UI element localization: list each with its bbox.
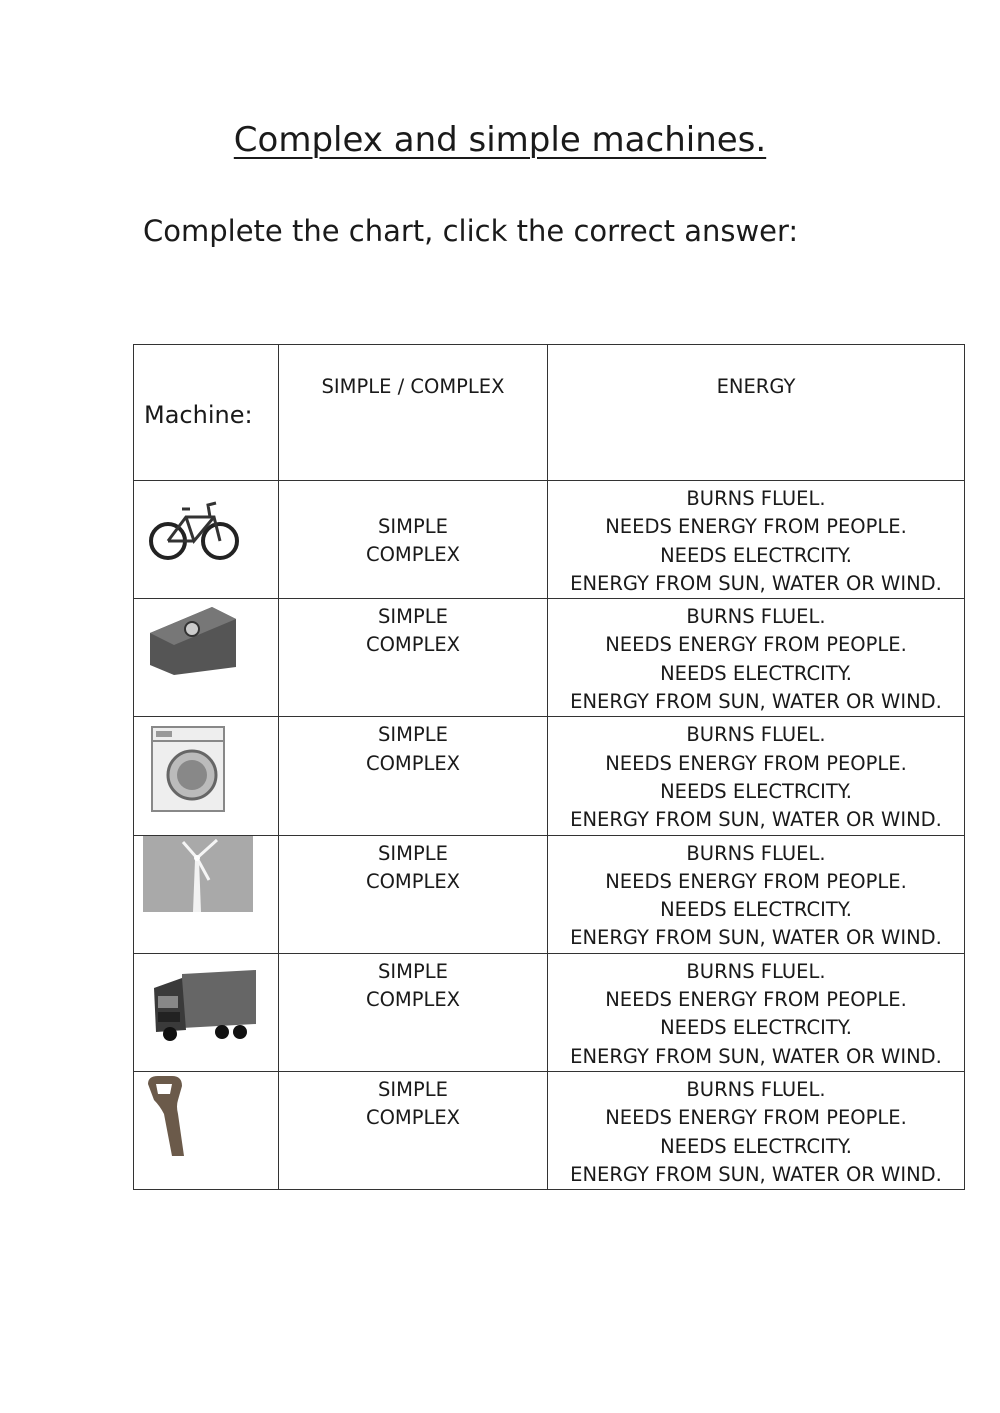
energy-cell xyxy=(548,481,965,599)
chart-header-row xyxy=(134,345,965,481)
energy-option-electricity[interactable]: NEEDS ELECTRCITY. xyxy=(660,543,852,567)
energy-option-renewable[interactable]: ENERGY FROM SUN, WATER OR WIND. xyxy=(570,926,942,950)
machine-cell xyxy=(134,481,279,599)
simple-complex-cell xyxy=(279,1071,548,1189)
table-row xyxy=(134,1071,965,1189)
machine-cell xyxy=(134,835,279,953)
energy-option-burns-fuel[interactable]: BURNS FLUEL. xyxy=(686,605,826,629)
header-simple-complex: SIMPLE / COMPLEX xyxy=(279,345,548,481)
energy-option-renewable[interactable]: ENERGY FROM SUN, WATER OR WIND. xyxy=(570,1044,942,1068)
simple-complex-cell xyxy=(279,953,548,1071)
header-machine: Machine: xyxy=(134,345,279,481)
header-energy: ENERGY xyxy=(548,345,965,481)
option-simple[interactable]: SIMPLE xyxy=(378,515,448,538)
energy-option-people[interactable]: NEEDS ENERGY FROM PEOPLE. xyxy=(605,988,907,1012)
energy-option-electricity[interactable]: NEEDS ELECTRCITY. xyxy=(660,1016,852,1040)
table-row xyxy=(134,599,965,717)
energy-option-electricity[interactable]: NEEDS ELECTRCITY. xyxy=(660,779,852,803)
machine-cell xyxy=(134,1071,279,1189)
energy-option-renewable[interactable]: ENERGY FROM SUN, WATER OR WIND. xyxy=(570,690,942,714)
energy-option-renewable[interactable]: ENERGY FROM SUN, WATER OR WIND. xyxy=(570,808,942,832)
energy-option-people[interactable]: NEEDS ENERGY FROM PEOPLE. xyxy=(605,751,907,775)
instruction-text: Complete the chart, click the correct answer: xyxy=(143,214,799,248)
option-simple[interactable]: SIMPLE xyxy=(378,1077,448,1101)
machine-cell xyxy=(134,599,279,717)
option-simple[interactable]: SIMPLE xyxy=(378,841,448,865)
bottle-opener-icon xyxy=(142,1074,192,1158)
energy-option-renewable[interactable]: ENERGY FROM SUN, WATER OR WIND. xyxy=(570,571,942,595)
option-simple[interactable]: SIMPLE xyxy=(378,723,448,747)
energy-cell xyxy=(548,953,965,1071)
table-row xyxy=(134,717,965,835)
energy-option-people[interactable]: NEEDS ENERGY FROM PEOPLE. xyxy=(605,515,907,539)
table-row xyxy=(134,481,965,599)
energy-cell xyxy=(548,1071,965,1189)
simple-complex-cell xyxy=(279,835,548,953)
energy-option-burns-fuel[interactable]: BURNS FLUEL. xyxy=(686,1077,826,1101)
simple-complex-cell xyxy=(279,481,548,599)
simple-complex-cell xyxy=(279,599,548,717)
table-row xyxy=(134,835,965,953)
energy-option-burns-fuel[interactable]: BURNS FLUEL. xyxy=(686,487,826,510)
energy-option-electricity[interactable]: NEEDS ELECTRCITY. xyxy=(660,1134,852,1158)
option-simple[interactable]: SIMPLE xyxy=(378,959,448,983)
option-complex[interactable]: COMPLEX xyxy=(365,988,461,1012)
energy-option-burns-fuel[interactable]: BURNS FLUEL. xyxy=(686,723,826,747)
energy-option-burns-fuel[interactable]: BURNS FLUEL. xyxy=(686,959,826,983)
option-simple[interactable]: SIMPLE xyxy=(378,605,448,629)
page-title: Complex and simple machines. xyxy=(233,120,767,160)
simple-complex-cell xyxy=(279,717,548,835)
table-row xyxy=(134,953,965,1071)
energy-option-people[interactable]: NEEDS ENERGY FROM PEOPLE. xyxy=(605,1106,907,1130)
machine-cell xyxy=(134,953,279,1071)
option-complex[interactable]: COMPLEX xyxy=(365,543,461,567)
washing-machine-icon xyxy=(150,725,226,813)
energy-option-renewable[interactable]: ENERGY FROM SUN, WATER OR WIND. xyxy=(570,1162,942,1186)
energy-option-people[interactable]: NEEDS ENERGY FROM PEOPLE. xyxy=(605,869,907,893)
energy-option-electricity[interactable]: NEEDS ELECTRCITY. xyxy=(660,661,852,685)
truck-icon xyxy=(152,966,258,1042)
machine-cell xyxy=(134,717,279,835)
energy-option-burns-fuel[interactable]: BURNS FLUEL. xyxy=(686,841,826,865)
option-complex[interactable]: COMPLEX xyxy=(365,751,461,775)
option-complex[interactable]: COMPLEX xyxy=(365,869,461,893)
wind-turbine-icon xyxy=(143,836,253,912)
energy-cell xyxy=(548,717,965,835)
energy-option-electricity[interactable]: NEEDS ELECTRCITY. xyxy=(660,898,852,922)
energy-option-people[interactable]: NEEDS ENERGY FROM PEOPLE. xyxy=(605,633,907,657)
option-complex[interactable]: COMPLEX xyxy=(365,633,461,657)
bicycle-icon xyxy=(148,491,240,561)
option-complex[interactable]: COMPLEX xyxy=(365,1106,461,1130)
energy-cell xyxy=(548,599,965,717)
energy-cell xyxy=(548,835,965,953)
pencil-sharpener-icon xyxy=(148,603,238,675)
machines-chart xyxy=(133,344,965,1190)
